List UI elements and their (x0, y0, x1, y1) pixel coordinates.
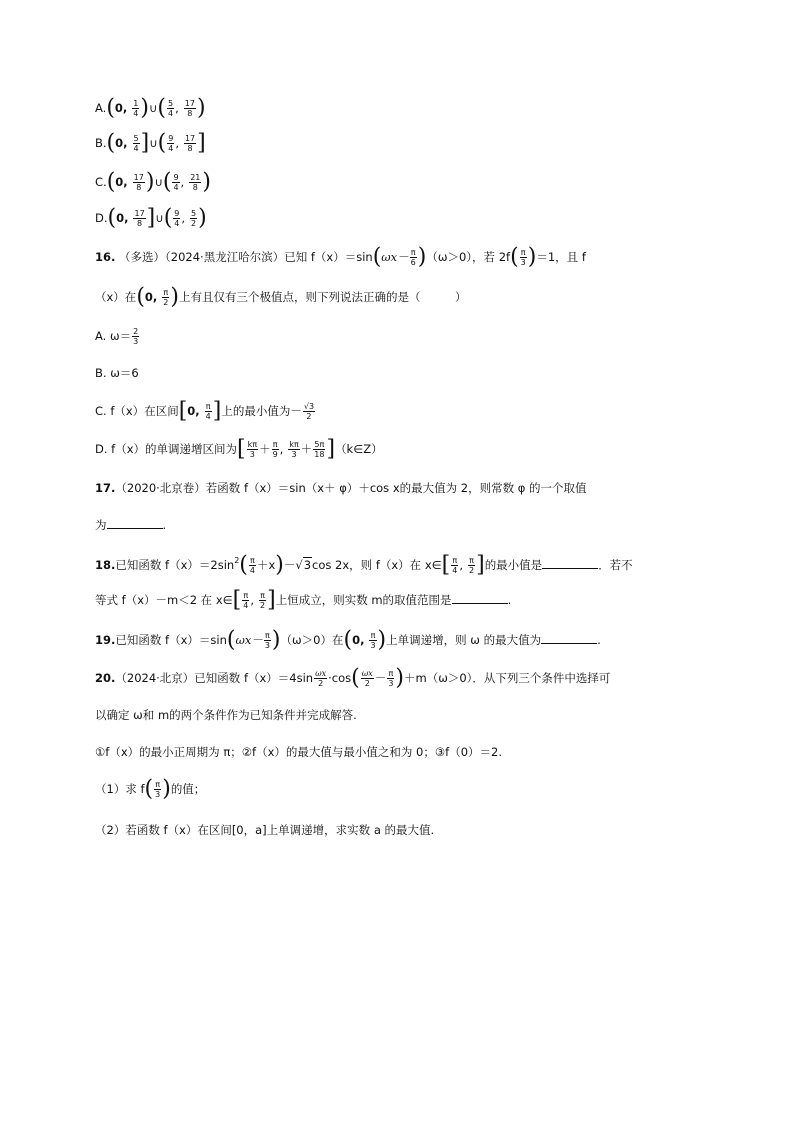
fraction: $\frac{17}{8}$ (133, 173, 144, 192)
fraction: $\frac{9}{4}$ (173, 173, 179, 192)
fraction: $\frac{17}{8}$ (184, 99, 195, 118)
question-16-line-2: （x）在(0, $\frac{\pi}{2}$ )上有且仅有三个极值点，则下列说法正确的是（ ） (95, 284, 467, 310)
option-15-d: D.(0, $\frac{17}{8}$ ]∪( $\frac{9}{4}$ , $\frac{5}{2}$ ) (95, 205, 207, 231)
question-number: 16. (95, 250, 116, 264)
fraction: $\frac{\pi}{3}$ (370, 631, 376, 650)
fraction: $\frac{17}{8}$ (134, 209, 145, 228)
fraction: $\frac{5\pi}{18}$ (314, 440, 325, 459)
fraction: $\frac{5}{4}$ (133, 134, 139, 153)
question-20-line-2: 以确定 ω和 m的两个条件作为已知条件并完成解答. (95, 708, 357, 722)
question-20-part-2: （2）若函数 f（x）在区间[0，a]上单调递增，求实数 a 的最大值. (95, 823, 435, 837)
fraction: $\frac{\pi}{4}$ (205, 402, 211, 421)
fraction: $\frac{\pi}{3}$ (388, 669, 394, 688)
fraction: $\frac{17}{8}$ (184, 134, 196, 153)
answer-blank[interactable] (542, 557, 598, 569)
fraction: $\frac{\pi}{3}$ (264, 631, 270, 650)
option-15-b: B.(0, $\frac{5}{4}$ ]∪( $\frac{9}{4}$ , $\frac{17}{8}$ ] (95, 130, 206, 156)
fraction: $\frac{\pi}{3}$ (155, 780, 161, 799)
question-number: 17. (95, 481, 116, 495)
fraction: $\frac{\pi}{3}$ (520, 248, 526, 267)
fraction: $\frac{\pi}{2}$ (260, 591, 266, 610)
question-17-line-2: 为 . (95, 518, 167, 532)
answer-blank[interactable] (452, 592, 508, 604)
fraction: $\frac{k\pi}{3}$ (289, 440, 299, 459)
fraction: $\frac{1}{4}$ (133, 99, 139, 118)
question-number: 20. (95, 671, 116, 685)
question-20-conditions: ①f（x）的最小正周期为 π；②f（x）的最大值与最小值之和为 0；③f（0）＝2. (95, 745, 503, 759)
fraction: $\frac{\pi}{4}$ (243, 591, 249, 610)
fraction: $\frac{5}{2}$ (191, 209, 197, 228)
fraction: $\frac{k\pi}{3}$ (247, 440, 258, 459)
question-number: 19. (95, 633, 116, 647)
fraction: $\frac{9}{4}$ (174, 209, 180, 228)
answer-blank[interactable] (541, 632, 597, 644)
fraction: $\frac{\pi}{4}$ (452, 556, 458, 575)
fraction: $\frac{5}{4}$ (168, 99, 174, 118)
option-15-a: A.(0, $\frac{1}{4}$ )∪( $\frac{5}{4}$ , $\frac{17}{8}$ ) (95, 95, 206, 121)
fraction: $\frac{21}{8}$ (190, 173, 201, 192)
question-20-part-1: （1）求 f( $\frac{\pi}{3}$ )的值； (95, 776, 206, 802)
question-16-option-a: A. ω＝ $\frac{2}{3}$ (95, 327, 139, 346)
fraction: $\frac{\omega x}{2}$ (361, 669, 373, 688)
fraction: $\frac{9}{4}$ (168, 134, 174, 153)
fraction: $\frac{\pi}{9}$ (272, 440, 278, 459)
question-16-option-d: D. f（x）的单调递增区间为[ $\frac{k\pi}{3}$ ＋ $\frac{\pi}{9}$ , $\frac{k\pi}{3}$ ＋ $\frac{5\pi}{18}$ ]（k∈Z） (95, 436, 383, 462)
fraction: $\frac{\pi}{2}$ (469, 556, 475, 575)
question-18-line-2: 等式 f（x）－m＜2 在 x∈[ $\frac{\pi}{4}$ , $\frac{\pi}{2}$ ]上恒成立，则实数 m的取值范围是 . (95, 587, 512, 613)
fraction: $\frac{\omega x}{2}$ (315, 669, 327, 688)
question-18-line-1: 18.已知函数 $f(x)=2\sin^2$( $\frac{\pi}{4}$ ＋x)－√3cos 2x，则 f（x）在 x∈[ $\frac{\pi}{4}$ , $\frac{\pi}{2}$ ]的最小值是 ．若不 (95, 552, 633, 578)
fraction: $\frac{\pi}{6}$ (410, 248, 416, 267)
question-17-line-1: 17.（2020·北京卷）若函数 f（x）＝sin（x＋ φ）＋cos x的最大值为 2，则常数 φ 的一个取值 (95, 481, 587, 495)
fraction: $\frac{\pi}{4}$ (249, 556, 255, 575)
fraction: $\frac{√3}{2}$ (303, 402, 315, 421)
question-20-line-1: 20.（2024·北京）已知函数 f（x）＝4sin $\frac{\omega x}{2}$ ·cos( $\frac{\omega x}{2}$ － $\frac{\pi}{3}$ )＋m（ω＞0）．从下列三个条件中选择可 (95, 665, 611, 691)
fraction: $\frac{2}{3}$ (133, 327, 139, 346)
question-16-option-c: C. f（x）在区间[0, $\frac{\pi}{4}$ ]上的最小值为－ $\frac{√3}{2}$ (95, 398, 315, 424)
question-16-line-1: 16. （多选）（2024·黑龙江哈尔滨）已知 f（x）＝sin(ωx－ $\frac{\pi}{6}$ )（ω＞0），若 2f( $\frac{\pi}{3}$ )＝1，且 f (95, 244, 586, 270)
question-19: 19.已知函数 f（x）＝sin(ωx－ $\frac{\pi}{3}$ )（ω＞0）在(0, $\frac{\pi}{3}$ )上单调递增，则 ω 的最大值为 . (95, 627, 601, 653)
option-15-c: C.(0, $\frac{17}{8}$ )∪( $\frac{9}{4}$ , $\frac{21}{8}$ ) (95, 169, 211, 195)
question-number: 18. (95, 558, 116, 572)
question-16-option-b: B. ω＝6 (95, 366, 139, 380)
answer-blank[interactable] (107, 517, 163, 529)
fraction: $\frac{\pi}{2}$ (163, 288, 169, 307)
